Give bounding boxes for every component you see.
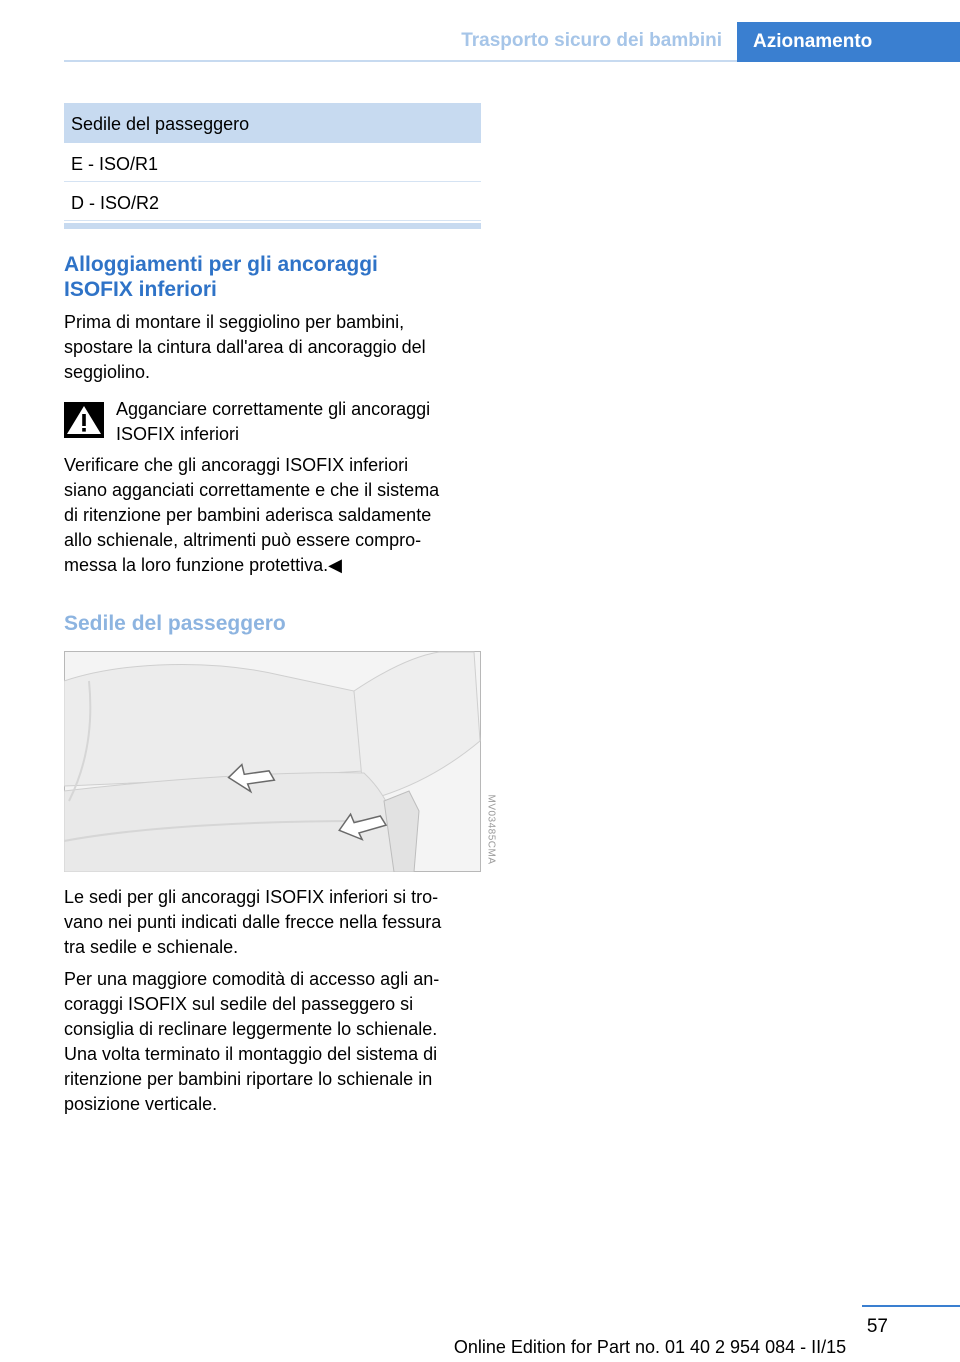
header-section-title: Trasporto sicuro dei bambini	[461, 30, 722, 51]
warning-body: Verificare che gli ancoraggi ISOFIX inferiori siano agganciati correttamente e che il sistema di ritenzione per bambini aderisca saldamente allo schienale, altrimenti può essere compro- messa la loro funzione protettiva.◀	[64, 455, 440, 575]
warning-title: Agganciare correttamente gli ancoraggi ISOFIX inferiori	[116, 399, 431, 444]
footer-rule	[862, 1305, 960, 1307]
table-row: E - ISO/R1	[64, 143, 481, 182]
intro-paragraph: Prima di montare il seggiolino per bambini, spostare la cintura dall'area di ancoraggio del seggiolino.	[64, 312, 426, 382]
isofix-location-paragraph: Le sedi per gli ancoraggi ISOFIX inferiori si tro- vano nei punti indicati dalle frecce nella fessura tra sedile e schienale.	[64, 887, 442, 957]
warning-triangle-icon	[64, 402, 104, 438]
seat-table	[64, 103, 481, 229]
subsection-heading: Sedile del passeggero	[64, 612, 286, 635]
section-heading: Alloggiamenti per gli ancoraggi ISOFIX inferiori	[64, 253, 378, 301]
comfort-paragraph: Per una maggiore comodità di accesso agli an- coraggi ISOFIX sul sedile del passeggero si consiglia di reclinare leggermente lo schienale. Una volta terminato il montaggio del sistema di ritenzione per bambini riportare lo schienale in posizione verticale.	[64, 969, 440, 1114]
page-number: 57	[866, 1316, 888, 1337]
table-header: Sedile del passeggero	[64, 103, 481, 143]
header-chapter-tab: Azionamento	[737, 22, 960, 62]
edition-footer: Online Edition for Part no. 01 40 2 954 084 - II/15	[453, 1337, 847, 1357]
seat-illustration	[64, 651, 481, 872]
figure-code: MV03485CMA	[485, 794, 497, 865]
table-end-rule	[64, 223, 481, 229]
table-row: D - ISO/R2	[64, 182, 481, 221]
